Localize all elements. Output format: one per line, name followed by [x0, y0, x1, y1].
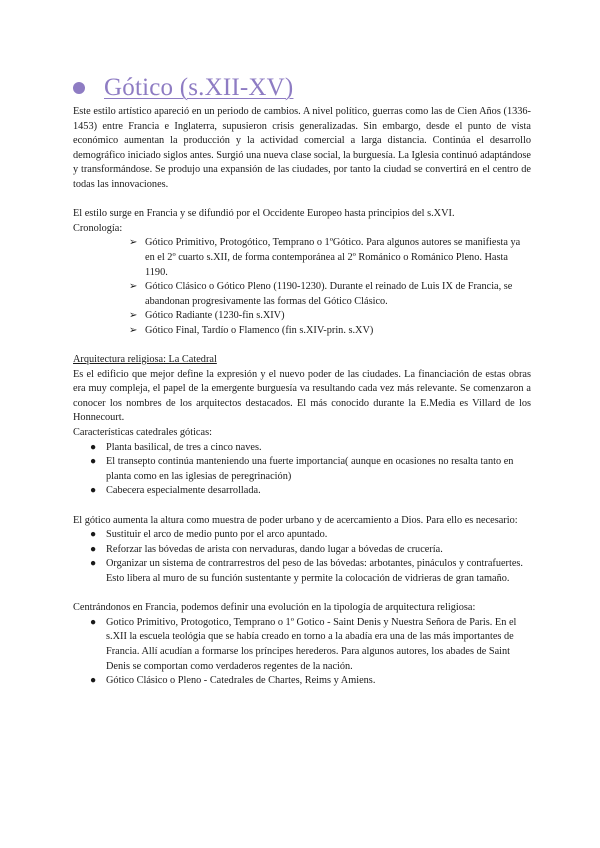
bullet-icon: ● [90, 456, 97, 468]
list-item-text: Cabecera especialmente desarrollada. [106, 485, 261, 497]
arrow-bullet-icon: ➢ [129, 324, 138, 336]
bullet-icon: ● [90, 675, 97, 687]
chronology-list [73, 236, 531, 338]
document-body [73, 105, 531, 689]
height-list [73, 528, 531, 586]
arrow-bullet-icon: ➢ [129, 237, 138, 249]
list-item [73, 616, 531, 674]
list-item [73, 674, 531, 689]
height-paragraph: El gótico aumenta la altura como muestra de poder urbano y de acercamiento a Dios. Para ello es necesario: [73, 514, 518, 526]
list-item-text: Gótico Primitivo, Protogótico, Temprano o 1ºGótico. Para algunos autores se manifiesta ya en el 2º cuarto s.XII, de forma contemporánea al 2º Románico o Románico Pleno. Hasta 1190. [145, 237, 521, 278]
features-list [73, 441, 531, 499]
list-item [73, 455, 531, 484]
arrow-bullet-icon: ➢ [129, 281, 138, 293]
chronology-label: Cronología: [73, 222, 123, 234]
cathedral-heading: Arquitectura religiosa: La Catedral [73, 354, 217, 366]
list-item-text: Organizar un sistema de contrarrestros del peso de las bóvedas: arbotantes, pináculos y contrafuertes. Esto libera al muro de su función sustentante y permite la colocación de vidrieras de gran tamaño. [106, 558, 523, 584]
bullet-icon: ● [90, 558, 97, 570]
list-item [73, 236, 531, 280]
bullet-icon: ● [90, 441, 97, 453]
features-label: Características catedrales góticas: [73, 427, 212, 439]
list-item-text: Reforzar las bóvedas de arista con nervaduras, dando lugar a bóvedas de crucería. [106, 543, 443, 555]
list-item-text: El transepto continúa manteniendo una fuerte importancia( aunque en ocasiones no resalta tanto en planta como en las iglesias de peregrinación) [106, 456, 514, 482]
bullet-icon: ● [90, 529, 97, 541]
list-item [73, 528, 531, 543]
title-bullet-icon [73, 82, 85, 94]
title-row [73, 74, 293, 102]
france-list [73, 616, 531, 689]
france-paragraph: Centrándonos en Francia, podemos definir una evolución en la tipología de arquitectura religiosa: [73, 602, 476, 614]
page-title: Gótico (s.XII-XV) [104, 74, 294, 101]
list-item [73, 484, 531, 499]
bullet-icon: ● [90, 616, 97, 628]
list-item-text: Gótico Radiante (1230-fin s.XIV) [145, 310, 285, 322]
list-item-text: Gótico Clásico o Gótico Pleno (1190-1230). Durante el reinado de Luis IX de Francia, se abandonan progresivamente las formas del Gótico Clásico. [145, 281, 513, 307]
list-item [73, 324, 531, 339]
list-item-text: Gótico Final, Tardío o Flamenco (fin s.XIV-prin. s.XV) [145, 324, 374, 336]
list-item-text: Gótico Clásico o Pleno - Catedrales de Chartes, Reims y Amiens. [106, 675, 376, 687]
list-item [73, 543, 531, 558]
arrow-bullet-icon: ➢ [129, 310, 138, 322]
intro-paragraph: Este estilo artístico apareció en un periodo de cambios. A nivel político, guerras como las de Cien Años (1336-1453) entre Francia e Inglaterra, supusieron crisis generalizadas. Sin embargo, desde el punto de vista económico aumentan la producción y la actividad comercial a larga distancia. Continúa el desarrollo demográfico iniciado siglos antes. Surgió una nueva clase social, la burguesía. La Iglesia continuó adaptándose y transformándose. Se produjo una expansión de las ciudades, por tanto la ciudad se convertirá en el centro de todas las innovaciones. [73, 106, 531, 190]
cathedral-paragraph: Es el edificio que mejor define la expresión y el nuevo poder de las ciudades. La financiación de estas obras era muy compleja, el papel de la emergente burguesía va resultando cada vez más relevante. Se comenzaron a conocer los nombres de los arquitectos destacados. El más conocido durante la E.Media es Villard de los Honnecourt. [73, 368, 531, 424]
list-item [73, 441, 531, 456]
list-item-text: Planta basilical, de tres a cinco naves. [106, 441, 262, 453]
list-item-text: Gotico Primitivo, Protogotico, Temprano o 1º Gotico - Saint Denis y Nuestra Señora de Paris. En el s.XII la escuela teológia que se había creado en torno a la abadía era una de las más importantes de Francia. Allí acudían a formarse los príncipes herederos. Para algunos autores, los abades de Saint Denis se comportan como verdaderos regentes de la nación. [106, 616, 517, 672]
list-item [73, 280, 531, 309]
origin-paragraph: El estilo surge en Francia y se difundió por el Occidente Europeo hasta principios del s.XVI. [73, 208, 455, 220]
bullet-icon: ● [90, 485, 97, 497]
list-item [73, 309, 531, 324]
list-item-text: Sustituir el arco de medio punto por el arco apuntado. [106, 529, 328, 541]
list-item [73, 557, 531, 586]
bullet-icon: ● [90, 543, 97, 555]
